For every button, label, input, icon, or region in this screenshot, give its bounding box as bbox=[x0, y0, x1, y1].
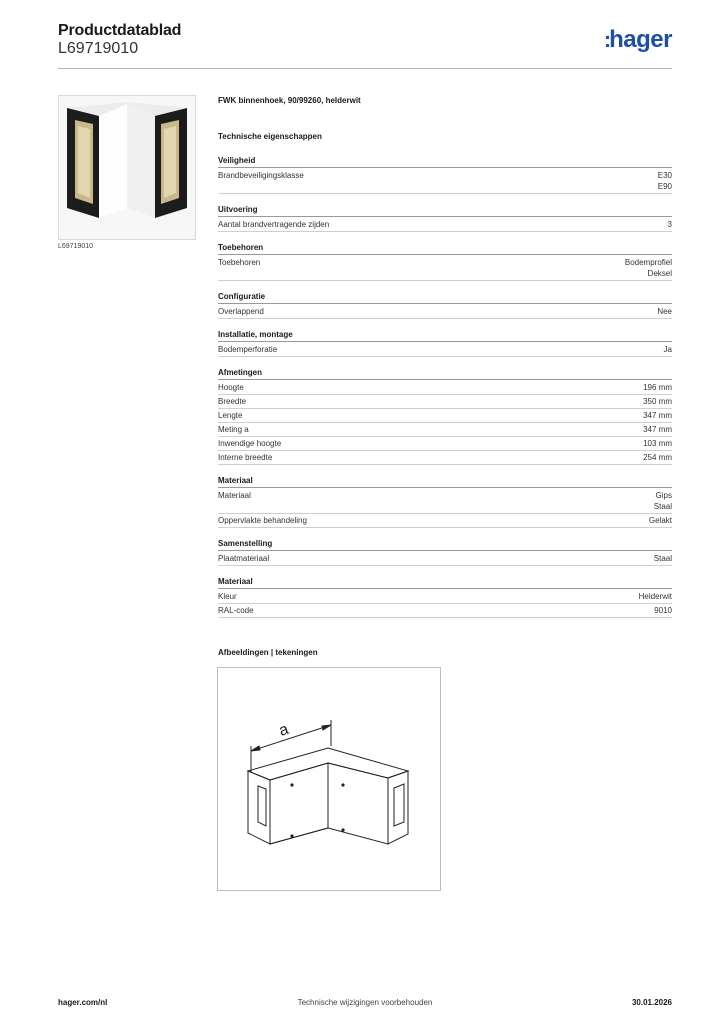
spec-row bbox=[218, 489, 672, 514]
spec-values bbox=[649, 515, 672, 526]
spec-values bbox=[654, 553, 672, 564]
spec-value: 3 bbox=[667, 220, 672, 229]
spec-label: Lengte bbox=[218, 411, 243, 420]
spec-label: Aantal brandvertragende zijden bbox=[218, 220, 330, 229]
spec-group bbox=[218, 155, 672, 194]
page-title: Productdatablad bbox=[58, 22, 182, 39]
spec-group-title: Veiligheid bbox=[218, 155, 672, 168]
spec-label: RAL-code bbox=[218, 606, 254, 615]
spec-label: Materiaal bbox=[218, 491, 251, 500]
page-header bbox=[58, 20, 672, 68]
spec-row bbox=[218, 514, 672, 528]
spec-label: Hoogte bbox=[218, 383, 244, 392]
spec-value: Gelakt bbox=[648, 516, 672, 525]
spec-value: 9010 bbox=[654, 606, 672, 615]
spec-row bbox=[218, 256, 672, 281]
spec-values bbox=[658, 170, 672, 192]
spec-values bbox=[639, 591, 672, 602]
spec-row bbox=[218, 590, 672, 604]
spec-values bbox=[654, 490, 672, 512]
spec-value: 350 mm bbox=[643, 397, 672, 406]
spec-value: E30 bbox=[657, 171, 672, 180]
footer-date: 30.01.2026 bbox=[631, 998, 672, 1007]
spec-label: Interne breedte bbox=[218, 453, 273, 462]
technical-drawing bbox=[217, 667, 441, 891]
spec-row bbox=[218, 552, 672, 566]
spec-values bbox=[625, 257, 672, 279]
product-photo bbox=[58, 95, 196, 240]
spec-group bbox=[218, 576, 672, 618]
header-divider bbox=[58, 68, 672, 69]
spec-value: Nee bbox=[657, 307, 672, 316]
spec-label: Breedte bbox=[218, 397, 247, 406]
spec-group-title: Samenstelling bbox=[218, 538, 672, 551]
spec-content bbox=[218, 95, 672, 628]
spec-value: 196 mm bbox=[643, 383, 672, 392]
spec-row bbox=[218, 437, 672, 451]
spec-group bbox=[218, 475, 672, 528]
spec-groups bbox=[218, 155, 672, 618]
section-title: Technische eigenschappen bbox=[218, 132, 322, 141]
spec-group-title: Installatie, montage bbox=[218, 329, 672, 342]
spec-value: 103 mm bbox=[643, 439, 672, 448]
spec-label: Overlappend bbox=[218, 307, 264, 316]
spec-values bbox=[643, 396, 672, 407]
spec-row bbox=[218, 343, 672, 357]
spec-group bbox=[218, 367, 672, 465]
spec-value: Staal bbox=[653, 554, 672, 563]
spec-value: 254 mm bbox=[643, 453, 672, 462]
spec-label: Kleur bbox=[218, 592, 237, 601]
dimension-label: a bbox=[276, 720, 291, 740]
spec-row bbox=[218, 381, 672, 395]
spec-value: Gips bbox=[655, 491, 672, 500]
spec-values bbox=[643, 424, 672, 435]
spec-group-title: Afmetingen bbox=[218, 367, 672, 380]
spec-row bbox=[218, 604, 672, 618]
drawing-image bbox=[218, 668, 440, 890]
hager-logo: :hager bbox=[603, 26, 672, 53]
spec-values bbox=[664, 344, 672, 355]
spec-row bbox=[218, 218, 672, 232]
spec-group-title: Configuratie bbox=[218, 291, 672, 304]
spec-row bbox=[218, 305, 672, 319]
spec-group-title: Materiaal bbox=[218, 475, 672, 488]
spec-group bbox=[218, 242, 672, 281]
product-code: L69719010 bbox=[58, 40, 139, 57]
product-name: FWK binnenhoek, 90/99260, helderwit bbox=[218, 96, 361, 105]
spec-values bbox=[668, 219, 672, 230]
spec-value: Ja bbox=[663, 345, 672, 354]
spec-values bbox=[643, 452, 672, 463]
spec-row bbox=[218, 423, 672, 437]
spec-row bbox=[218, 451, 672, 465]
spec-value: Deksel bbox=[647, 269, 672, 278]
spec-value: Helderwit bbox=[638, 592, 672, 601]
footer-disclaimer: Technische wijzigingen voorbehouden bbox=[297, 998, 433, 1007]
spec-row bbox=[218, 409, 672, 423]
spec-label: Bodemperforatie bbox=[218, 345, 278, 354]
spec-label: Oppervlakte behandeling bbox=[218, 516, 307, 525]
spec-label: Meting a bbox=[218, 425, 249, 434]
spec-values bbox=[643, 438, 672, 449]
spec-values bbox=[643, 410, 672, 421]
spec-label: Toebehoren bbox=[218, 258, 261, 267]
photo-caption: L69719010 bbox=[58, 243, 94, 250]
spec-value: 347 mm bbox=[643, 411, 672, 420]
spec-label: Plaatmateriaal bbox=[218, 554, 270, 563]
spec-values bbox=[643, 382, 672, 393]
footer-website: hager.com/nl bbox=[58, 998, 108, 1007]
spec-group-title: Materiaal bbox=[218, 576, 672, 589]
spec-values bbox=[657, 306, 672, 317]
spec-group-title: Uitvoering bbox=[218, 204, 672, 217]
spec-values bbox=[654, 605, 672, 616]
spec-label: Inwendige hoogte bbox=[218, 439, 282, 448]
spec-value: Bodemprofiel bbox=[624, 258, 672, 267]
spec-row bbox=[218, 169, 672, 194]
spec-group bbox=[218, 329, 672, 357]
spec-row bbox=[218, 395, 672, 409]
drawings-title: Afbeeldingen | tekeningen bbox=[218, 648, 318, 657]
spec-group bbox=[218, 291, 672, 319]
spec-group bbox=[218, 204, 672, 232]
spec-label: Brandbeveiligingsklasse bbox=[218, 171, 304, 180]
spec-value: E90 bbox=[657, 182, 672, 191]
spec-group bbox=[218, 538, 672, 566]
spec-value: Staal bbox=[653, 502, 672, 511]
spec-group-title: Toebehoren bbox=[218, 242, 672, 255]
spec-value: 347 mm bbox=[643, 425, 672, 434]
product-photo-image bbox=[59, 96, 195, 239]
